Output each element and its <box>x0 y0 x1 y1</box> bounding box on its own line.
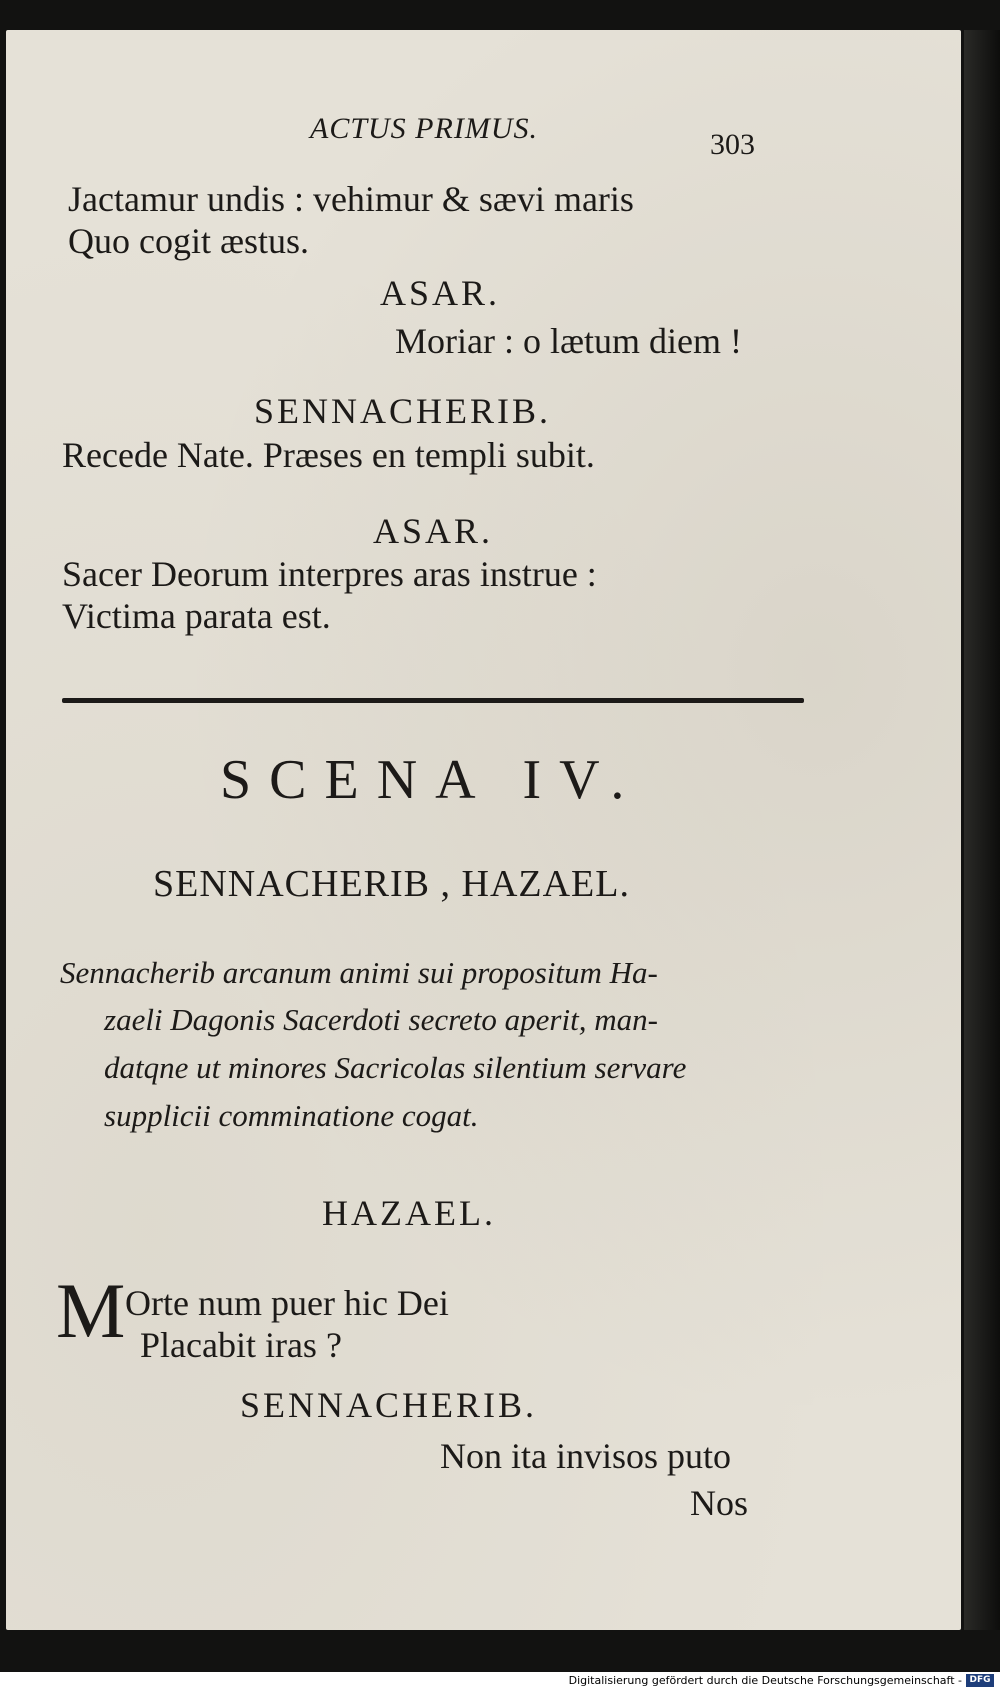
scene-argument-line: supplicii comminatione cogat. <box>104 1098 479 1133</box>
scene-title: SCENA IV. <box>220 749 643 811</box>
verse-line: Recede Nate. Præses en templi subit. <box>62 435 595 475</box>
speaker-name: ASAR. <box>373 511 494 551</box>
verse-line: Orte num puer hic Dei <box>125 1283 449 1323</box>
verse-line: Jactamur undis : vehimur & sævi maris <box>68 179 634 219</box>
scene-argument-line: Sennacherib arcanum animi sui propositum Ha- <box>60 955 658 990</box>
footer-credit: Digitalisierung gefördert durch die Deutsche Forschungsgemeinschaft - <box>568 1674 962 1687</box>
dfg-logo: DFG <box>966 1674 994 1687</box>
verse-line: Placabit iras ? <box>140 1325 342 1365</box>
running-head: ACTUS PRIMUS. <box>310 112 538 145</box>
speaker-name: HAZAEL. <box>322 1193 496 1233</box>
verse-line: Quo cogit æstus. <box>68 221 310 261</box>
speaker-name: ASAR. <box>380 273 501 313</box>
speaker-name: SENNACHERIB. <box>254 391 552 431</box>
scene-argument-line: zaeli Dagonis Sacerdoti secreto aperit, man- <box>104 1002 658 1037</box>
verse-line: Sacer Deorum interpres aras instrue : <box>62 554 597 594</box>
verse-line: Non ita invisos puto <box>440 1436 732 1476</box>
verse-line: Moriar : o lætum diem ! <box>395 321 742 361</box>
catchword: Nos <box>690 1483 749 1523</box>
page-edge-shadow <box>964 30 1000 1630</box>
speaker-name: SENNACHERIB. <box>240 1385 538 1425</box>
page-number: 303 <box>710 128 755 161</box>
scene-argument-line: datqne ut minores Sacricolas silentium servare <box>104 1050 687 1085</box>
footer-bar <box>0 1672 1000 1690</box>
drop-capital: M <box>56 1267 126 1354</box>
verse-line: Victima parata est. <box>62 596 331 636</box>
page-header <box>0 110 1000 160</box>
section-divider <box>62 698 804 703</box>
scene-persons: SENNACHERIB , HAZAEL. <box>153 863 630 905</box>
